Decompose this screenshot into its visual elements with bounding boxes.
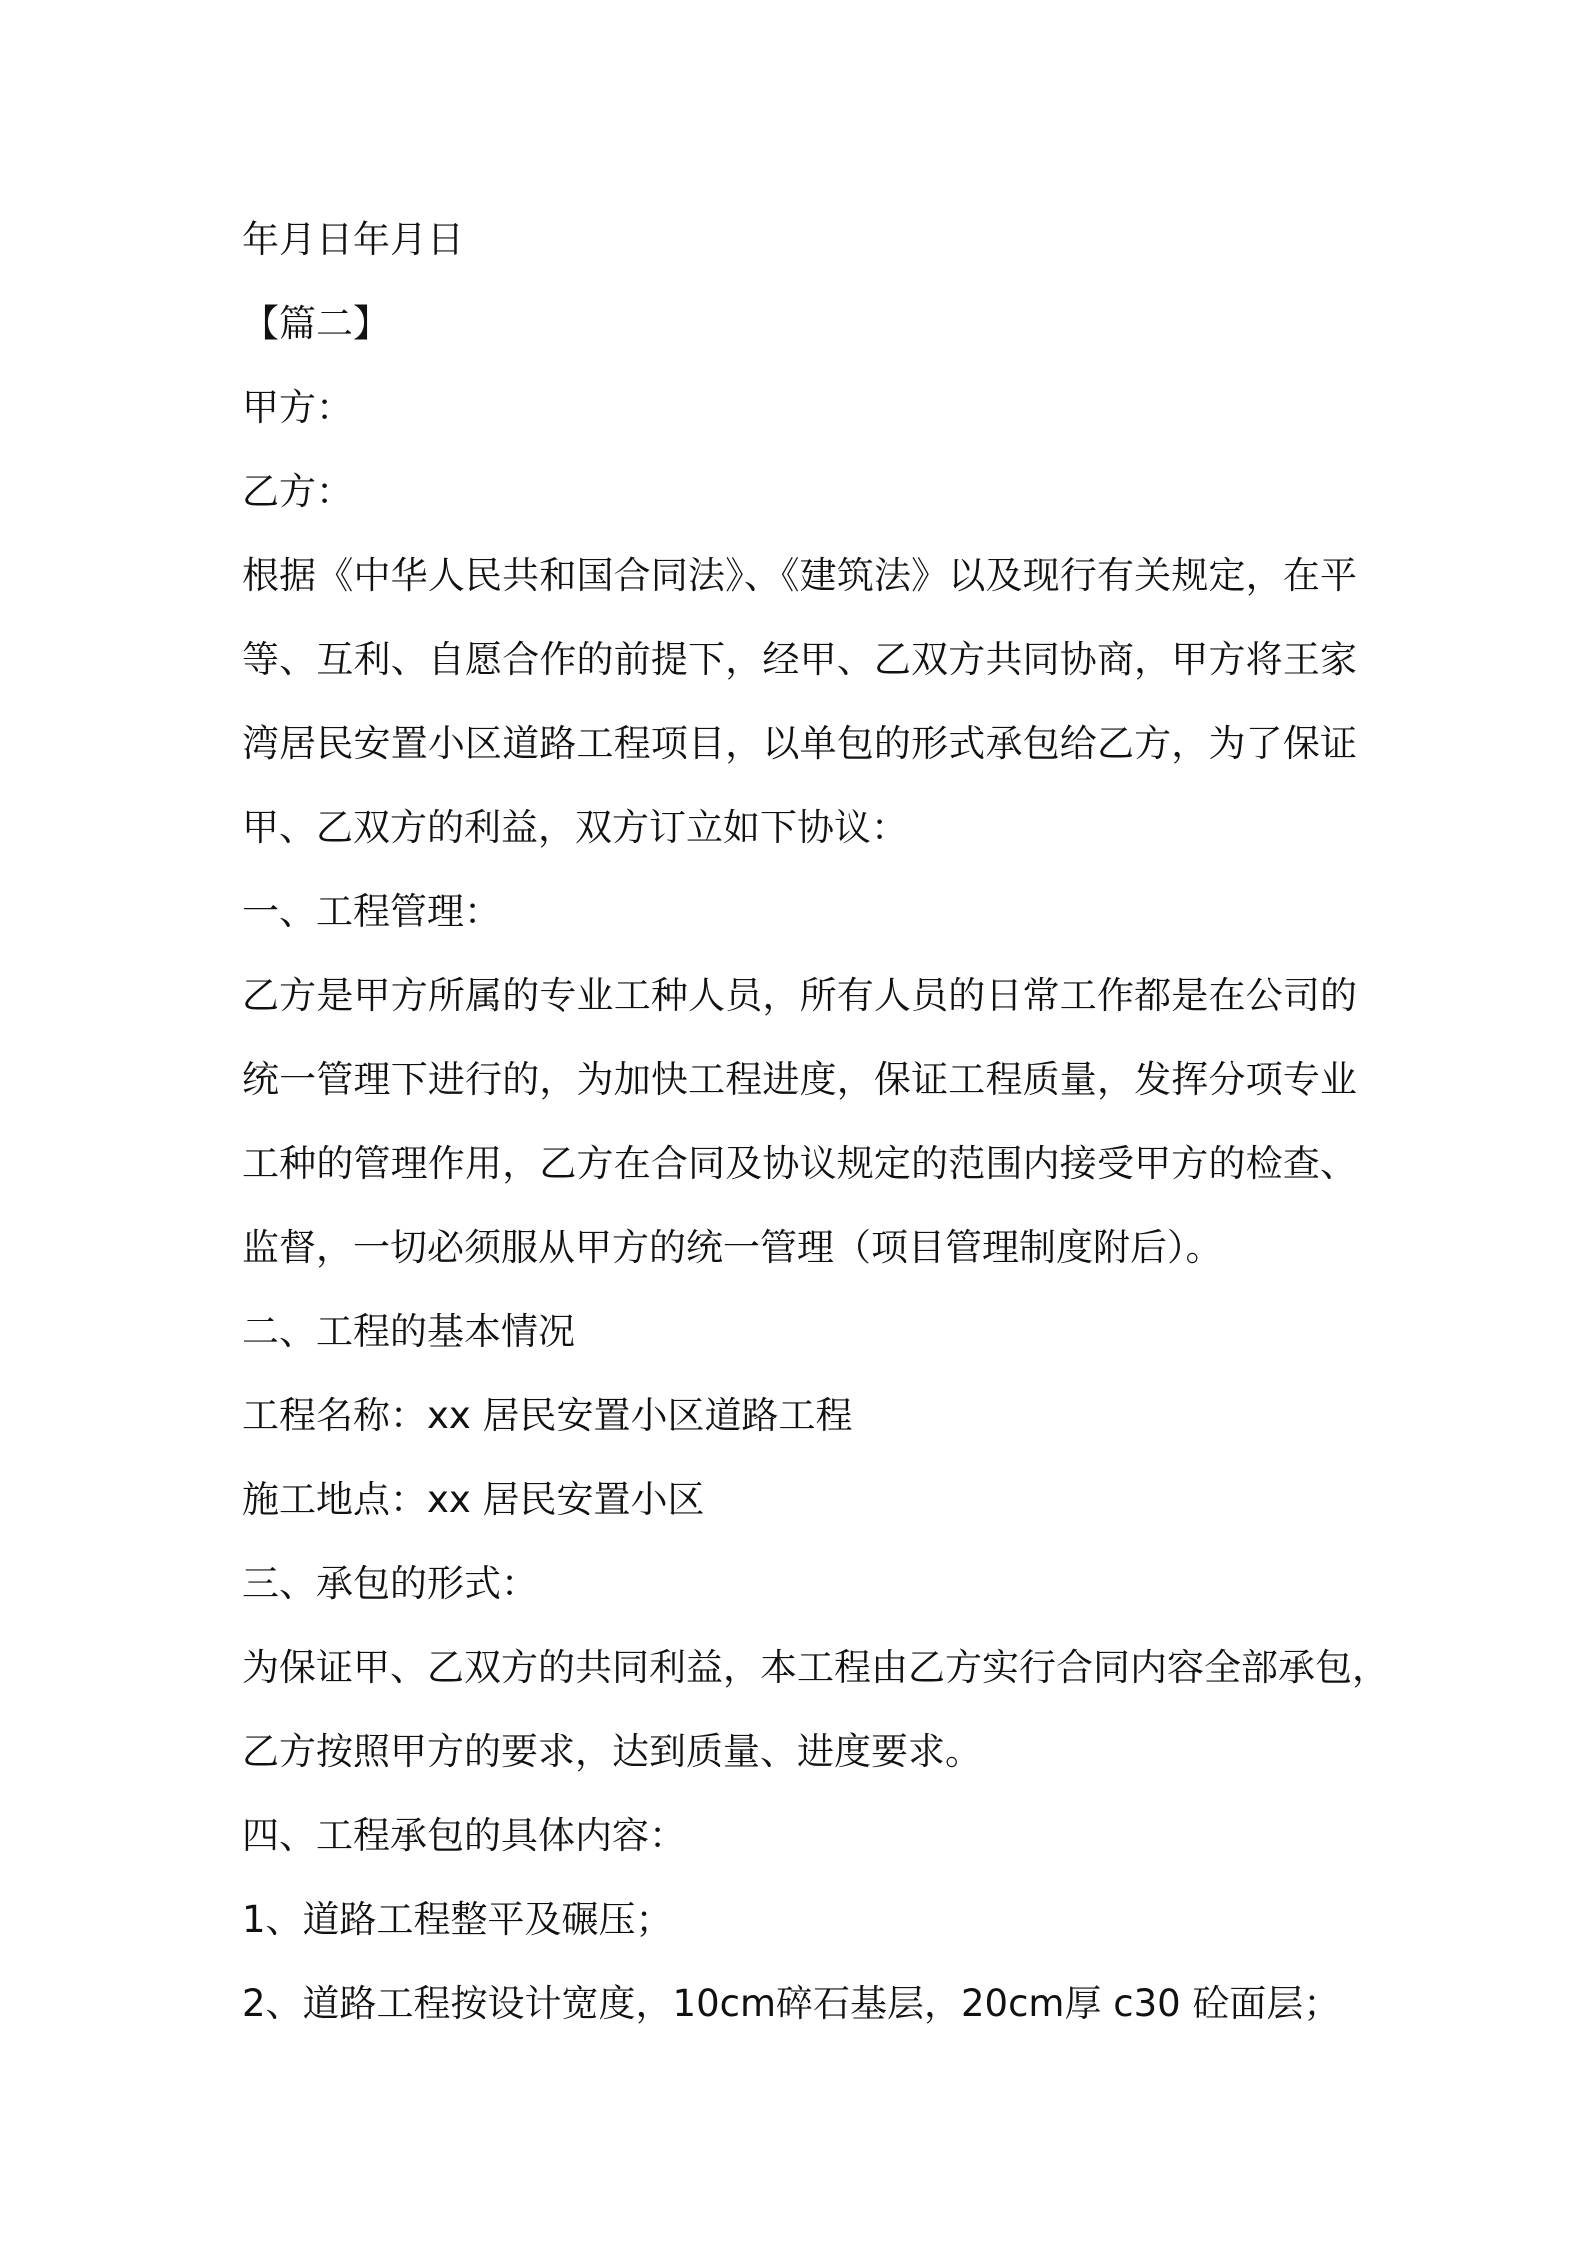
scope-item-2: 2、道路工程按设计宽度，10cm碎石基层，20cm厚 c30 砼面层； (242, 1982, 1341, 2025)
construction-site-line: 施工地点：xx 居民安置小区 (242, 1478, 705, 1521)
project-name-line: 工程名称：xx 居民安置小区道路工程 (242, 1394, 853, 1437)
contract-form-line-2: 乙方按照甲方的要求，达到质量、进度要求。 (242, 1730, 982, 1773)
section-heading-part-two: 【篇二】 (242, 302, 390, 345)
management-line-4: 监督，一切必须服从甲方的统一管理（项目管理制度附后）。 (242, 1226, 1223, 1269)
section-heading-contract-form: 三、承包的形式： (242, 1562, 538, 1605)
document-body (242, 198, 1389, 2046)
management-line-2: 统一管理下进行的，为加快工程进度，保证工程质量，发挥分项专业 (242, 1058, 1357, 1101)
preamble-line-4: 甲、乙双方的利益，双方订立如下协议： (242, 806, 908, 849)
section-heading-scope: 四、工程承包的具体内容： (242, 1814, 686, 1857)
contract-form-line-1: 为保证甲、乙双方的共同利益，本工程由乙方实行合同内容全部承包， (242, 1646, 1389, 1689)
preamble-line-3: 湾居民安置小区道路工程项目，以单包的形式承包给乙方，为了保证 (242, 722, 1357, 765)
management-line-3: 工种的管理作用，乙方在合同及协议规定的范围内接受甲方的检查、 (242, 1142, 1357, 1185)
scope-item-1: 1、道路工程整平及碾压； (242, 1898, 673, 1941)
preamble-line-1: 根据《中华人民共和国合同法》、《建筑法》以及现行有关规定，在平 (242, 554, 1357, 597)
section-heading-basic-info: 二、工程的基本情况 (242, 1310, 575, 1353)
date-line: 年月日年月日 (242, 218, 464, 261)
management-line-1: 乙方是甲方所属的专业工种人员，所有人员的日常工作都是在公司的 (242, 974, 1357, 1017)
party-b-label: 乙方： (242, 470, 353, 513)
party-a-label: 甲方： (242, 386, 353, 429)
preamble-line-2: 等、互利、自愿合作的前提下，经甲、乙双方共同协商，甲方将王家 (242, 638, 1357, 681)
section-heading-management: 一、工程管理： (242, 890, 501, 933)
